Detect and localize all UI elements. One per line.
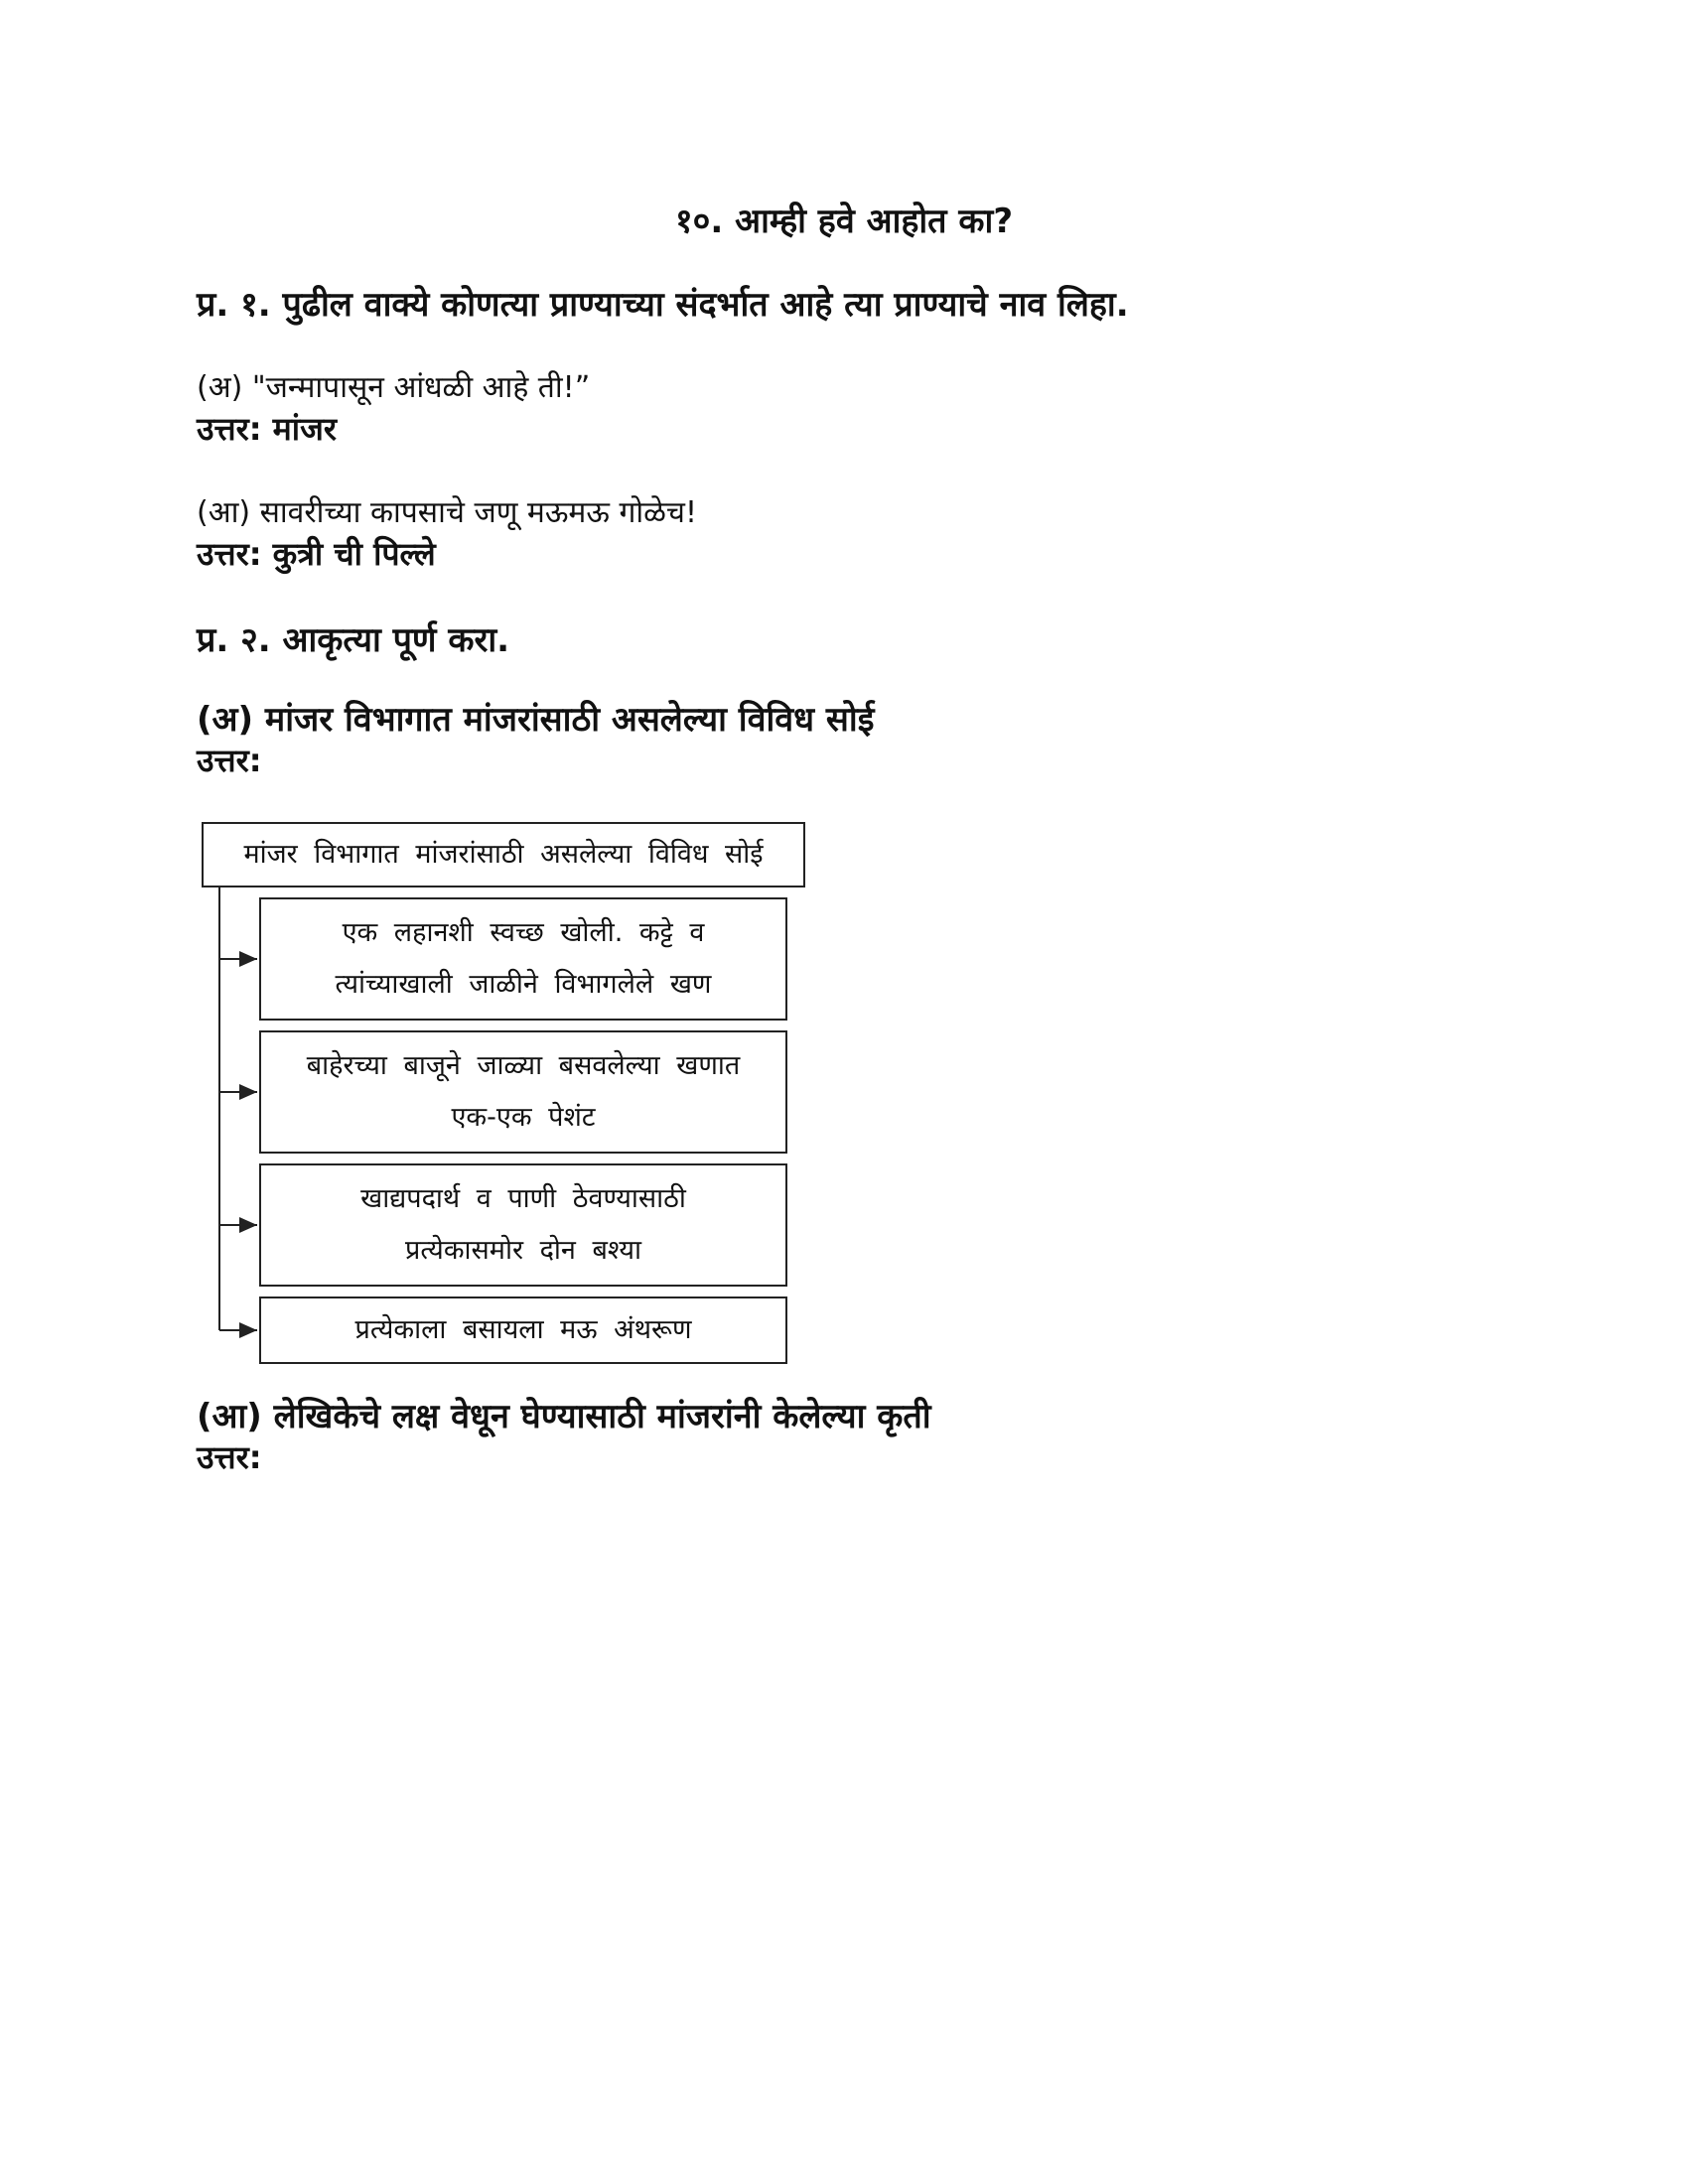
diagram-header-text: मांजर विभागात मांजरांसाठी असलेल्या विविध सोई (243, 839, 764, 870)
question-2b-text: (आ) लेखिकेचे लक्ष वेधून घेण्यासाठी मांजरांनी केलेल्या कृती (197, 1397, 931, 1436)
diagram-header-box (202, 822, 805, 887)
diagram-item-box (259, 1163, 787, 1287)
question-2b-answer-label: उत्तर: (197, 1438, 262, 1476)
question-1b-answer: उत्तर: कुत्री ची पिल्ले (197, 535, 436, 573)
diagram-item-box (259, 1030, 787, 1154)
diagram-item-box (259, 897, 787, 1021)
diagram-item-line: प्रत्येकासमोर दोन बश्या (404, 1235, 642, 1266)
diagram-item-line: त्यांच्याखाली जाळीने विभागलेले खण (335, 969, 712, 1000)
facilities-diagram (194, 814, 829, 1370)
diagram-item-line: खाद्यपदार्थ व पाणी ठेवण्यासाठी (360, 1183, 686, 1214)
question-1-heading: प्र. १. पुढील वाक्ये कोणत्या प्राण्याच्या संदर्भात आहे त्या प्राण्याचे नाव लिहा. (197, 285, 1129, 325)
question-2a-text: (अ) मांजर विभागात मांजरांसाठी असलेल्या विविध सोई (197, 700, 875, 740)
question-1b-text: (आ) सावरीच्या कापसाचे जणू मऊमऊ गोळेच! (197, 495, 697, 530)
page-title: १०. आम्ही हवे आहोत का? (674, 202, 1014, 241)
diagram-item-box (259, 1297, 787, 1364)
diagram-item-line: बाहेरच्या बाजूने जाळ्या बसवलेल्या खणात (306, 1050, 741, 1081)
question-1a-answer: उत्तर: मांजर (197, 410, 337, 448)
question-1a-text: (अ) "जन्मापासून आंधळी आहे ती!” (197, 370, 591, 405)
diagram-item-line: एक लहानशी स्वच्छ खोली. कट्टे व (342, 917, 705, 948)
question-2a-answer-label: उत्तर: (197, 742, 262, 779)
diagram-item-line: प्रत्येकाला बसायला मऊ अंथरूण (354, 1314, 692, 1345)
question-2-heading: प्र. २. आकृत्या पूर्ण करा. (197, 620, 510, 660)
diagram-item-line: एक-एक पेशंट (451, 1102, 596, 1133)
